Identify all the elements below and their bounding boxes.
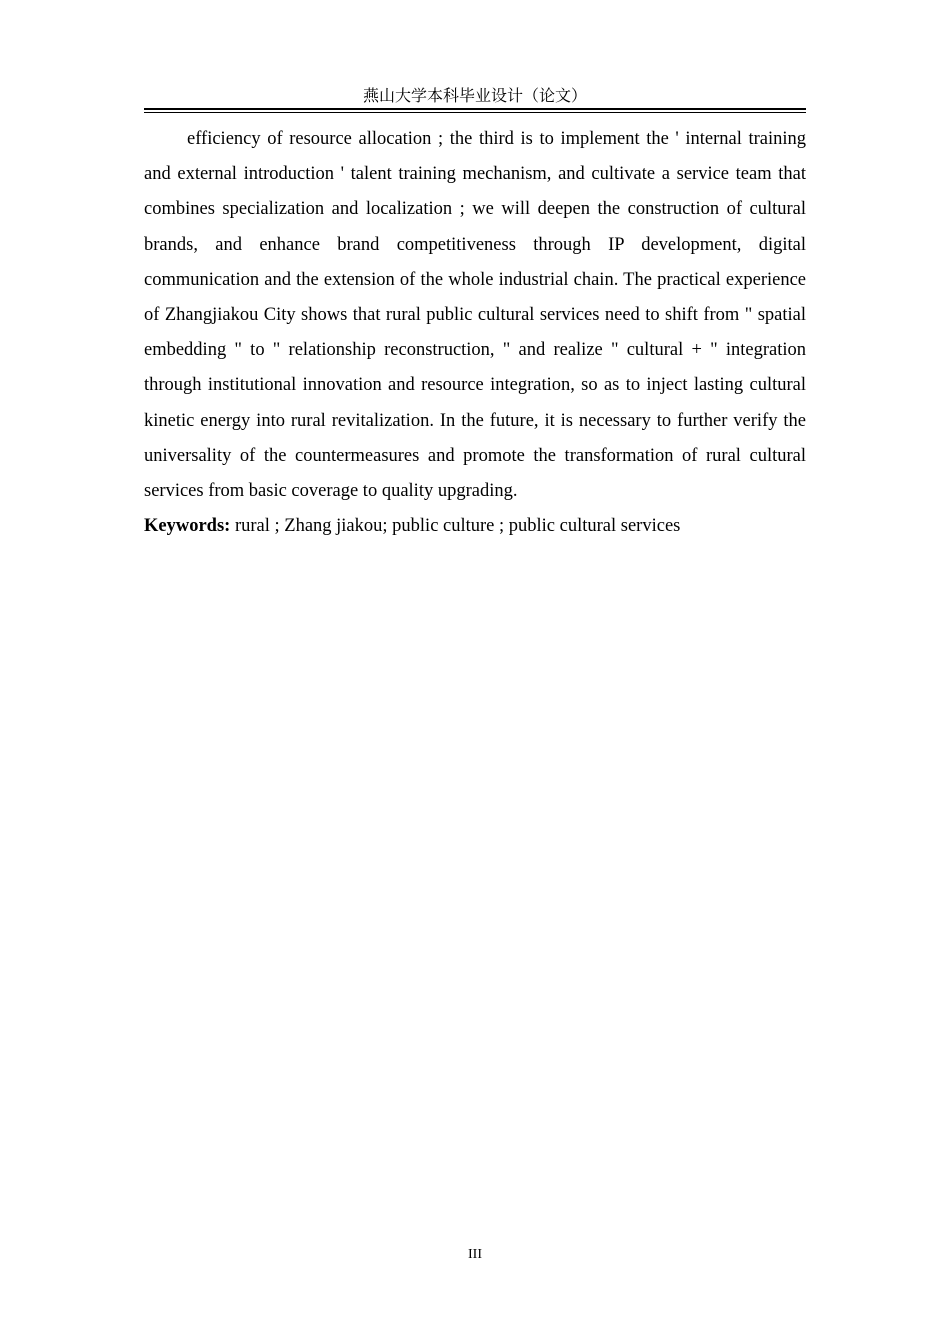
keywords-line <box>144 509 806 544</box>
keywords-label: Keywords: <box>144 516 231 537</box>
page-header: 燕山大学本科毕业设计（论文） <box>362 86 587 105</box>
keywords-text: rural ; Zhang jiakou; public culture ; public cultural services <box>230 516 681 537</box>
abstract-paragraph: efficiency of resource allocation ; the third is to implement the ' internal training and external introduction ' talent training mechanism, and cultivate a service team that combines specialization and localization ; we will deepen the construction of cultural brands, and enhance brand competitiveness through IP development, digital communication and the extension of the whole industrial chain. The practical experience of Zhangjiakou City shows that rural public cultural services need to shift from " spatial embedding " to " relationship reconstruction, " and realize " cultural + " integration through institutional innovation and resource integration, so as to inject lasting cultural kinetic energy into rural revitalization. In the future, it is necessary to further verify the universality of the countermeasures and promote the transformation of rural cultural services from basic coverage to quality upgrading. <box>144 129 806 502</box>
page-number: III <box>468 1247 482 1262</box>
header-rule-thick <box>144 108 806 110</box>
header-rule-thin <box>144 112 806 113</box>
body-text <box>144 122 806 544</box>
